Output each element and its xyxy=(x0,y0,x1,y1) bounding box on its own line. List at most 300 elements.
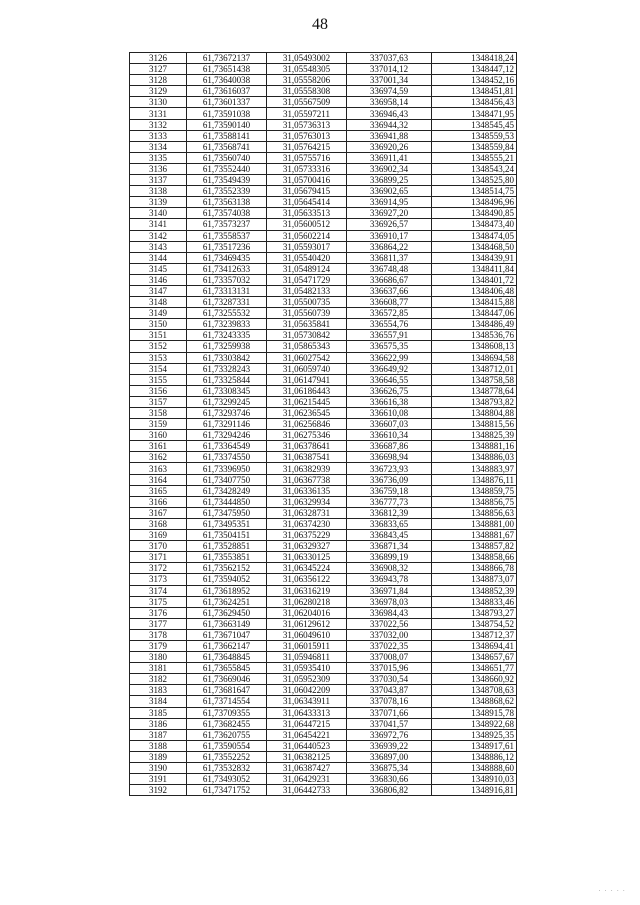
coord-x-cell: 336914,95 xyxy=(347,197,432,208)
longitude-cell: 31,06345224 xyxy=(267,563,347,574)
table-row xyxy=(130,263,517,274)
latitude-cell: 61,73428249 xyxy=(187,485,267,496)
latitude-cell: 61,73291146 xyxy=(187,419,267,430)
coord-y-cell: 1348804,88 xyxy=(432,408,517,419)
coord-x-cell: 336897,00 xyxy=(347,751,432,762)
table-row xyxy=(130,585,517,596)
latitude-cell: 61,73671047 xyxy=(187,629,267,640)
latitude-cell: 61,73624251 xyxy=(187,596,267,607)
coord-y-cell: 1348833,46 xyxy=(432,596,517,607)
table-row xyxy=(130,419,517,430)
latitude-cell: 61,73648845 xyxy=(187,652,267,663)
longitude-cell: 31,05493002 xyxy=(267,53,347,64)
point-number-cell: 3163 xyxy=(130,463,187,474)
table-row xyxy=(130,308,517,319)
latitude-cell: 61,73558537 xyxy=(187,230,267,241)
latitude-cell: 61,73709355 xyxy=(187,707,267,718)
point-number-cell: 3179 xyxy=(130,640,187,651)
longitude-cell: 31,05645414 xyxy=(267,197,347,208)
coord-y-cell: 1348411,84 xyxy=(432,263,517,274)
coord-y-cell: 1348915,78 xyxy=(432,707,517,718)
latitude-cell: 61,73662147 xyxy=(187,640,267,651)
latitude-cell: 61,73469435 xyxy=(187,252,267,263)
coord-y-cell: 1348490,85 xyxy=(432,208,517,219)
table-row xyxy=(130,507,517,518)
corner-scan-mark: · · · · · xyxy=(598,887,626,895)
latitude-cell: 61,73591038 xyxy=(187,108,267,119)
point-number-cell: 3175 xyxy=(130,596,187,607)
point-number-cell: 3141 xyxy=(130,219,187,230)
coord-x-cell: 336944,32 xyxy=(347,119,432,130)
point-number-cell: 3133 xyxy=(130,130,187,141)
coord-y-cell: 1348881,16 xyxy=(432,441,517,452)
coord-x-cell: 336978,03 xyxy=(347,596,432,607)
longitude-cell: 31,06059740 xyxy=(267,363,347,374)
coord-y-cell: 1348536,76 xyxy=(432,330,517,341)
table-row xyxy=(130,563,517,574)
point-number-cell: 3135 xyxy=(130,152,187,163)
latitude-cell: 61,73651438 xyxy=(187,64,267,75)
coord-y-cell: 1348418,24 xyxy=(432,53,517,64)
coord-y-cell: 1348881,67 xyxy=(432,530,517,541)
table-row xyxy=(130,396,517,407)
coord-x-cell: 337043,87 xyxy=(347,685,432,696)
longitude-cell: 31,06382125 xyxy=(267,751,347,762)
coord-y-cell: 1348888,60 xyxy=(432,763,517,774)
latitude-cell: 61,73303842 xyxy=(187,352,267,363)
coord-y-cell: 1348778,64 xyxy=(432,385,517,396)
latitude-cell: 61,73294246 xyxy=(187,430,267,441)
coord-x-cell: 336607,03 xyxy=(347,419,432,430)
page-number: 48 xyxy=(312,16,328,33)
point-number-cell: 3137 xyxy=(130,175,187,186)
coord-x-cell: 336920,26 xyxy=(347,141,432,152)
longitude-cell: 31,06204016 xyxy=(267,607,347,618)
table-row xyxy=(130,441,517,452)
longitude-cell: 31,06429231 xyxy=(267,774,347,785)
point-number-cell: 3140 xyxy=(130,208,187,219)
longitude-cell: 31,06316219 xyxy=(267,585,347,596)
coord-x-cell: 337030,54 xyxy=(347,674,432,685)
coord-x-cell: 337015,96 xyxy=(347,663,432,674)
table-row xyxy=(130,751,517,762)
longitude-cell: 31,06440523 xyxy=(267,740,347,751)
point-number-cell: 3183 xyxy=(130,685,187,696)
coord-y-cell: 1348886,03 xyxy=(432,452,517,463)
latitude-cell: 61,73563138 xyxy=(187,197,267,208)
longitude-cell: 31,05558308 xyxy=(267,86,347,97)
table-row xyxy=(130,574,517,585)
latitude-cell: 61,73640038 xyxy=(187,75,267,86)
coord-x-cell: 337014,12 xyxy=(347,64,432,75)
latitude-cell: 61,73495351 xyxy=(187,518,267,529)
coord-y-cell: 1348468,50 xyxy=(432,241,517,252)
longitude-cell: 31,06447215 xyxy=(267,718,347,729)
coord-y-cell: 1348559,53 xyxy=(432,130,517,141)
coord-y-cell: 1348815,56 xyxy=(432,419,517,430)
coord-x-cell: 336902,65 xyxy=(347,186,432,197)
table-row xyxy=(130,385,517,396)
coord-y-cell: 1348496,96 xyxy=(432,197,517,208)
table-row xyxy=(130,208,517,219)
latitude-cell: 61,73620755 xyxy=(187,729,267,740)
table-row xyxy=(130,640,517,651)
table-row xyxy=(130,285,517,296)
table-row xyxy=(130,530,517,541)
latitude-cell: 61,73299245 xyxy=(187,396,267,407)
coord-y-cell: 1348651,77 xyxy=(432,663,517,674)
table-row xyxy=(130,629,517,640)
coord-x-cell: 336941,88 xyxy=(347,130,432,141)
table-row xyxy=(130,740,517,751)
point-number-cell: 3166 xyxy=(130,496,187,507)
point-number-cell: 3151 xyxy=(130,330,187,341)
longitude-cell: 31,05952309 xyxy=(267,674,347,685)
latitude-cell: 61,73552252 xyxy=(187,751,267,762)
table-row xyxy=(130,86,517,97)
point-number-cell: 3172 xyxy=(130,563,187,574)
latitude-cell: 61,73573237 xyxy=(187,219,267,230)
table-row xyxy=(130,175,517,186)
table-row xyxy=(130,119,517,130)
point-number-cell: 3171 xyxy=(130,552,187,563)
table-row xyxy=(130,408,517,419)
coord-x-cell: 337022,56 xyxy=(347,618,432,629)
table-row xyxy=(130,452,517,463)
coord-y-cell: 1348712,37 xyxy=(432,629,517,640)
latitude-cell: 61,73552440 xyxy=(187,163,267,174)
longitude-cell: 31,06367738 xyxy=(267,474,347,485)
coord-y-cell: 1348857,82 xyxy=(432,541,517,552)
latitude-cell: 61,73293746 xyxy=(187,408,267,419)
table-row xyxy=(130,130,517,141)
coord-y-cell: 1348881,00 xyxy=(432,518,517,529)
longitude-cell: 31,06049610 xyxy=(267,629,347,640)
point-number-cell: 3138 xyxy=(130,186,187,197)
coord-x-cell: 336875,34 xyxy=(347,763,432,774)
point-number-cell: 3145 xyxy=(130,263,187,274)
coord-x-cell: 336843,45 xyxy=(347,530,432,541)
coord-x-cell: 336811,37 xyxy=(347,252,432,263)
coord-y-cell: 1348925,35 xyxy=(432,729,517,740)
coord-x-cell: 336777,73 xyxy=(347,496,432,507)
coord-x-cell: 336806,82 xyxy=(347,785,432,796)
point-number-cell: 3127 xyxy=(130,64,187,75)
latitude-cell: 61,73549439 xyxy=(187,175,267,186)
coord-y-cell: 1348525,80 xyxy=(432,175,517,186)
coord-y-cell: 1348852,39 xyxy=(432,585,517,596)
latitude-cell: 61,73357032 xyxy=(187,274,267,285)
coord-y-cell: 1348660,92 xyxy=(432,674,517,685)
longitude-cell: 31,06015911 xyxy=(267,640,347,651)
longitude-cell: 31,06027542 xyxy=(267,352,347,363)
latitude-cell: 61,73407750 xyxy=(187,474,267,485)
latitude-cell: 61,73568741 xyxy=(187,141,267,152)
table-row xyxy=(130,297,517,308)
point-number-cell: 3182 xyxy=(130,674,187,685)
table-row xyxy=(130,197,517,208)
point-number-cell: 3128 xyxy=(130,75,187,86)
longitude-cell: 31,06256846 xyxy=(267,419,347,430)
table-row xyxy=(130,674,517,685)
point-number-cell: 3139 xyxy=(130,197,187,208)
point-number-cell: 3180 xyxy=(130,652,187,663)
longitude-cell: 31,06147941 xyxy=(267,374,347,385)
coord-y-cell: 1348856,63 xyxy=(432,507,517,518)
coord-y-cell: 1348451,81 xyxy=(432,86,517,97)
longitude-cell: 31,06129612 xyxy=(267,618,347,629)
point-number-cell: 3142 xyxy=(130,230,187,241)
coord-y-cell: 1348825,39 xyxy=(432,430,517,441)
coord-y-cell: 1348758,58 xyxy=(432,374,517,385)
table-row xyxy=(130,696,517,707)
table-row xyxy=(130,97,517,108)
coord-y-cell: 1348712,01 xyxy=(432,363,517,374)
table-row xyxy=(130,64,517,75)
point-number-cell: 3174 xyxy=(130,585,187,596)
point-number-cell: 3188 xyxy=(130,740,187,751)
coord-y-cell: 1348886,12 xyxy=(432,751,517,762)
longitude-cell: 31,05763013 xyxy=(267,130,347,141)
latitude-cell: 61,73255532 xyxy=(187,308,267,319)
point-number-cell: 3148 xyxy=(130,297,187,308)
coord-x-cell: 337071,66 xyxy=(347,707,432,718)
coord-x-cell: 336984,43 xyxy=(347,607,432,618)
coord-y-cell: 1348694,58 xyxy=(432,352,517,363)
table-row xyxy=(130,274,517,285)
coord-y-cell: 1348555,21 xyxy=(432,152,517,163)
latitude-cell: 61,73259938 xyxy=(187,341,267,352)
point-number-cell: 3168 xyxy=(130,518,187,529)
coord-x-cell: 336687,86 xyxy=(347,441,432,452)
table-row xyxy=(130,518,517,529)
longitude-cell: 31,05679415 xyxy=(267,186,347,197)
table-row xyxy=(130,352,517,363)
coord-x-cell: 336910,17 xyxy=(347,230,432,241)
latitude-cell: 61,73412633 xyxy=(187,263,267,274)
coord-x-cell: 336812,39 xyxy=(347,507,432,518)
coord-y-cell: 1348608,13 xyxy=(432,341,517,352)
coord-y-cell: 1348754,52 xyxy=(432,618,517,629)
coord-x-cell: 336972,76 xyxy=(347,729,432,740)
coord-x-cell: 336646,55 xyxy=(347,374,432,385)
latitude-cell: 61,73444850 xyxy=(187,496,267,507)
point-number-cell: 3173 xyxy=(130,574,187,585)
coord-x-cell: 336958,14 xyxy=(347,97,432,108)
point-number-cell: 3155 xyxy=(130,374,187,385)
longitude-cell: 31,06387541 xyxy=(267,452,347,463)
latitude-cell: 61,73655845 xyxy=(187,663,267,674)
coord-y-cell: 1348406,48 xyxy=(432,285,517,296)
latitude-cell: 61,73475950 xyxy=(187,507,267,518)
longitude-cell: 31,05558206 xyxy=(267,75,347,86)
coord-y-cell: 1348415,88 xyxy=(432,297,517,308)
point-number-cell: 3186 xyxy=(130,718,187,729)
longitude-cell: 31,06236545 xyxy=(267,408,347,419)
coord-y-cell: 1348694,41 xyxy=(432,640,517,651)
point-number-cell: 3126 xyxy=(130,53,187,64)
coord-x-cell: 336610,34 xyxy=(347,430,432,441)
coord-y-cell: 1348868,62 xyxy=(432,696,517,707)
coord-y-cell: 1348473,40 xyxy=(432,219,517,230)
table-row xyxy=(130,152,517,163)
coord-x-cell: 337078,16 xyxy=(347,696,432,707)
coord-y-cell: 1348401,72 xyxy=(432,274,517,285)
coord-x-cell: 336902,34 xyxy=(347,163,432,174)
latitude-cell: 61,73601337 xyxy=(187,97,267,108)
longitude-cell: 31,06328731 xyxy=(267,507,347,518)
latitude-cell: 61,73629450 xyxy=(187,607,267,618)
coord-x-cell: 337022,35 xyxy=(347,640,432,651)
coord-x-cell: 336610,08 xyxy=(347,408,432,419)
latitude-cell: 61,73308345 xyxy=(187,385,267,396)
coord-y-cell: 1348793,82 xyxy=(432,396,517,407)
longitude-cell: 31,05700416 xyxy=(267,175,347,186)
coord-y-cell: 1348859,75 xyxy=(432,485,517,496)
point-number-cell: 3147 xyxy=(130,285,187,296)
latitude-cell: 61,73517236 xyxy=(187,241,267,252)
latitude-cell: 61,73364549 xyxy=(187,441,267,452)
coord-x-cell: 336908,32 xyxy=(347,563,432,574)
point-number-cell: 3152 xyxy=(130,341,187,352)
coord-y-cell: 1348917,61 xyxy=(432,740,517,751)
longitude-cell: 31,06433313 xyxy=(267,707,347,718)
latitude-cell: 61,73574038 xyxy=(187,208,267,219)
point-number-cell: 3154 xyxy=(130,363,187,374)
table-row xyxy=(130,363,517,374)
table-row xyxy=(130,596,517,607)
coord-x-cell: 336572,85 xyxy=(347,308,432,319)
coord-x-cell: 336686,67 xyxy=(347,274,432,285)
coord-x-cell: 336723,93 xyxy=(347,463,432,474)
coord-x-cell: 337001,34 xyxy=(347,75,432,86)
coord-y-cell: 1348447,12 xyxy=(432,64,517,75)
table-row xyxy=(130,430,517,441)
coord-y-cell: 1348873,07 xyxy=(432,574,517,585)
coord-x-cell: 336943,78 xyxy=(347,574,432,585)
longitude-cell: 31,06356122 xyxy=(267,574,347,585)
longitude-cell: 31,06042209 xyxy=(267,685,347,696)
longitude-cell: 31,05635841 xyxy=(267,319,347,330)
point-number-cell: 3187 xyxy=(130,729,187,740)
table-row xyxy=(130,663,517,674)
coord-y-cell: 1348474,05 xyxy=(432,230,517,241)
latitude-cell: 61,73328243 xyxy=(187,363,267,374)
table-row xyxy=(130,252,517,263)
latitude-cell: 61,73493052 xyxy=(187,774,267,785)
longitude-cell: 31,06442733 xyxy=(267,785,347,796)
longitude-cell: 31,05865343 xyxy=(267,341,347,352)
coord-x-cell: 337032,00 xyxy=(347,629,432,640)
coord-y-cell: 1348439,91 xyxy=(432,252,517,263)
longitude-cell: 31,05500735 xyxy=(267,297,347,308)
table-row xyxy=(130,108,517,119)
coord-x-cell: 336864,22 xyxy=(347,241,432,252)
latitude-cell: 61,73682455 xyxy=(187,718,267,729)
coord-x-cell: 336911,41 xyxy=(347,152,432,163)
coord-x-cell: 336575,35 xyxy=(347,341,432,352)
latitude-cell: 61,73504151 xyxy=(187,530,267,541)
point-number-cell: 3181 xyxy=(130,663,187,674)
point-number-cell: 3149 xyxy=(130,308,187,319)
coord-x-cell: 336899,19 xyxy=(347,552,432,563)
latitude-cell: 61,73594052 xyxy=(187,574,267,585)
coord-x-cell: 336974,59 xyxy=(347,86,432,97)
longitude-cell: 31,05593017 xyxy=(267,241,347,252)
longitude-cell: 31,05633513 xyxy=(267,208,347,219)
point-number-cell: 3131 xyxy=(130,108,187,119)
point-number-cell: 3130 xyxy=(130,97,187,108)
point-number-cell: 3146 xyxy=(130,274,187,285)
coord-x-cell: 337008,07 xyxy=(347,652,432,663)
latitude-cell: 61,73590554 xyxy=(187,740,267,751)
coord-y-cell: 1348456,43 xyxy=(432,97,517,108)
longitude-cell: 31,06374230 xyxy=(267,518,347,529)
latitude-cell: 61,73714554 xyxy=(187,696,267,707)
coord-x-cell: 336939,22 xyxy=(347,740,432,751)
coord-x-cell: 336626,75 xyxy=(347,385,432,396)
longitude-cell: 31,05597211 xyxy=(267,108,347,119)
coord-y-cell: 1348543,24 xyxy=(432,163,517,174)
point-number-cell: 3164 xyxy=(130,474,187,485)
latitude-cell: 61,73553851 xyxy=(187,552,267,563)
point-number-cell: 3134 xyxy=(130,141,187,152)
table-row xyxy=(130,785,517,796)
point-number-cell: 3144 xyxy=(130,252,187,263)
point-number-cell: 3150 xyxy=(130,319,187,330)
longitude-cell: 31,05935410 xyxy=(267,663,347,674)
longitude-cell: 31,06215445 xyxy=(267,396,347,407)
latitude-cell: 61,73243335 xyxy=(187,330,267,341)
latitude-cell: 61,73672137 xyxy=(187,53,267,64)
coord-y-cell: 1348447,06 xyxy=(432,308,517,319)
point-number-cell: 3189 xyxy=(130,751,187,762)
point-number-cell: 3177 xyxy=(130,618,187,629)
coord-y-cell: 1348916,81 xyxy=(432,785,517,796)
coord-x-cell: 336899,25 xyxy=(347,175,432,186)
coord-x-cell: 336946,43 xyxy=(347,108,432,119)
latitude-cell: 61,73562152 xyxy=(187,563,267,574)
point-number-cell: 3161 xyxy=(130,441,187,452)
table-row xyxy=(130,463,517,474)
latitude-cell: 61,73239833 xyxy=(187,319,267,330)
coord-y-cell: 1348514,75 xyxy=(432,186,517,197)
latitude-cell: 61,73618952 xyxy=(187,585,267,596)
coord-y-cell: 1348486,49 xyxy=(432,319,517,330)
point-number-cell: 3191 xyxy=(130,774,187,785)
point-number-cell: 3176 xyxy=(130,607,187,618)
coord-x-cell: 336554,76 xyxy=(347,319,432,330)
point-number-cell: 3167 xyxy=(130,507,187,518)
coord-y-cell: 1348708,63 xyxy=(432,685,517,696)
longitude-cell: 31,06329934 xyxy=(267,496,347,507)
longitude-cell: 31,05560739 xyxy=(267,308,347,319)
coord-x-cell: 336926,57 xyxy=(347,219,432,230)
table-row xyxy=(130,474,517,485)
point-number-cell: 3190 xyxy=(130,763,187,774)
coord-y-cell: 1348910,03 xyxy=(432,774,517,785)
point-number-cell: 3184 xyxy=(130,696,187,707)
coord-x-cell: 336748,48 xyxy=(347,263,432,274)
table-row xyxy=(130,163,517,174)
coordinates-table-body xyxy=(130,53,517,796)
longitude-cell: 31,06280218 xyxy=(267,596,347,607)
latitude-cell: 61,73287331 xyxy=(187,297,267,308)
coord-x-cell: 336759,18 xyxy=(347,485,432,496)
coord-x-cell: 336871,34 xyxy=(347,541,432,552)
point-number-cell: 3153 xyxy=(130,352,187,363)
coord-x-cell: 336608,77 xyxy=(347,297,432,308)
